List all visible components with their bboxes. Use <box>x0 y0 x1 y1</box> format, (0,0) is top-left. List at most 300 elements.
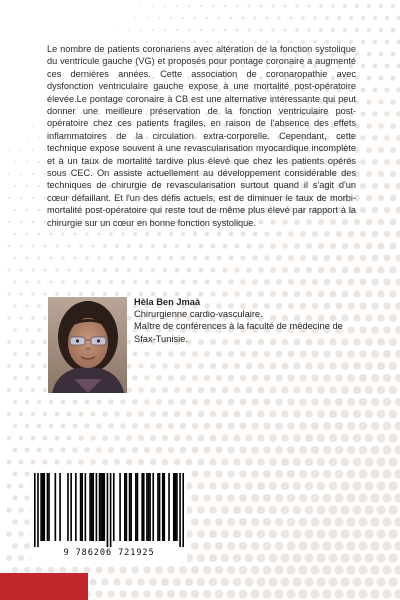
pattern-dot <box>288 279 294 285</box>
barcode-bar <box>75 473 77 541</box>
pattern-dot <box>370 541 380 551</box>
pattern-dot <box>335 470 344 479</box>
pattern-dot <box>115 292 119 296</box>
pattern-dot <box>44 173 46 175</box>
pattern-dot <box>152 29 154 31</box>
pattern-dot <box>140 29 142 31</box>
pattern-dot <box>365 386 373 394</box>
barcode-bar <box>146 473 148 541</box>
pattern-dot <box>383 398 392 407</box>
pattern-dot <box>364 577 374 587</box>
pattern-dot <box>299 374 306 381</box>
pattern-dot <box>247 28 250 31</box>
pattern-dot <box>156 423 162 429</box>
pattern-dot <box>108 447 114 453</box>
pattern-dot <box>96 423 102 429</box>
pattern-dot <box>240 255 245 260</box>
pattern-dot <box>198 411 205 418</box>
pattern-dot <box>335 374 343 382</box>
pattern-dot <box>200 29 203 32</box>
pattern-dot <box>233 554 242 563</box>
pattern-dot <box>390 51 395 56</box>
pattern-dot <box>31 292 34 295</box>
pattern-dot <box>396 231 400 238</box>
pattern-dot <box>352 505 361 514</box>
pattern-dot <box>382 445 391 454</box>
pattern-dot <box>377 266 384 273</box>
pattern-dot <box>306 267 312 273</box>
pattern-dot <box>269 506 277 514</box>
pattern-dot <box>383 350 391 358</box>
pattern-dot <box>293 410 301 418</box>
pattern-dot <box>36 447 41 452</box>
pattern-dot <box>199 244 204 249</box>
pattern-dot <box>384 183 390 189</box>
pattern-dot <box>37 328 41 332</box>
pattern-dot <box>234 387 241 394</box>
pattern-dot <box>311 446 319 454</box>
isbn-barcode <box>31 468 187 566</box>
pattern-dot <box>133 256 137 260</box>
pattern-dot <box>371 446 380 455</box>
pattern-dot <box>396 111 400 117</box>
pattern-dot <box>174 411 180 417</box>
pattern-dot <box>42 435 47 440</box>
pattern-dot <box>298 541 307 550</box>
pattern-dot <box>274 565 283 574</box>
pattern-dot <box>360 111 365 116</box>
pattern-dot <box>281 506 290 515</box>
pattern-dot <box>216 399 223 406</box>
pattern-dot <box>211 244 216 249</box>
pattern-dot <box>186 363 192 369</box>
pattern-dot <box>169 280 174 285</box>
pattern-dot <box>245 434 252 441</box>
pattern-dot <box>378 147 384 153</box>
pattern-dot <box>204 375 210 381</box>
pattern-dot <box>218 17 221 20</box>
pattern-dot <box>252 231 257 236</box>
pattern-dot <box>394 517 400 527</box>
barcode-bar <box>113 473 115 541</box>
pattern-dot <box>355 28 359 32</box>
pattern-dot <box>310 541 319 550</box>
pattern-dot <box>322 517 331 526</box>
pattern-dot <box>114 411 120 417</box>
pattern-dot <box>388 553 398 563</box>
pattern-dot <box>306 243 312 249</box>
barcode-bar <box>175 473 177 541</box>
pattern-dot <box>19 436 24 441</box>
pattern-dot <box>384 63 389 68</box>
pattern-dot <box>281 362 288 369</box>
pattern-dot <box>192 447 199 454</box>
pattern-dot <box>299 350 306 357</box>
pattern-dot <box>49 400 54 405</box>
pattern-dot <box>55 268 58 271</box>
pattern-dot <box>298 565 307 574</box>
pattern-dot <box>32 125 34 127</box>
pattern-dot <box>295 28 299 32</box>
author-name: Hèla Ben Jmaà <box>134 297 201 307</box>
pattern-dot <box>198 435 205 442</box>
pattern-dot <box>114 435 120 441</box>
pattern-dot <box>239 590 248 599</box>
pattern-dot <box>8 269 11 272</box>
pattern-dot <box>212 29 215 32</box>
pattern-dot <box>227 446 234 453</box>
pattern-dot <box>44 197 47 200</box>
pattern-dot <box>32 197 34 199</box>
pattern-dot <box>25 448 30 453</box>
pattern-dot <box>295 4 298 7</box>
blurb-text: Le nombre de patients coronariens avec altération de la fonction systolique du ventricule gauche (VG) et proposés pour pontage coronaire a augmenté ces dernières années. Cette association de coronaropathie avec dysfonction ventriculaire gauche expose à une mortalité post-opératoire élevée.Le pontage coronaire à CB est une alternative intéressante qui peut donner une meilleure préservation de la fonction ventriculaire post-opératoire chez ces patients fragiles, en raison de l'absence des effets inflammatoires de la circulation extra-corporelle. Cependant, cette technique expose souvent à une revascularisation myocardique incomplète et à un taux de mortalité tardive plus élevé que chez les patients opérés sous CEC. On assiste actuellement au développement considérable des techniques de chirurgie de revascularisation surtout quand il s'agit d'un cœur défaillant. Et l'un des défis actuels, est de diminuer le taux de morbi-mortalité post-opératoire qui reste tout de même plus élevé par rapport à la chirurgie sur un cœur en bonne fonction systolique. <box>47 44 356 228</box>
pattern-dot <box>394 589 400 599</box>
pattern-dot <box>102 435 108 441</box>
pattern-dot <box>323 398 331 406</box>
pattern-dot <box>352 529 362 539</box>
pattern-dot <box>391 4 396 9</box>
pattern-dot <box>270 243 276 249</box>
pattern-dot <box>38 209 41 212</box>
pattern-dot <box>150 435 156 441</box>
pattern-dot <box>299 470 307 478</box>
pattern-dot <box>8 245 11 248</box>
pattern-dot <box>192 423 199 430</box>
pattern-dot <box>115 244 119 248</box>
pattern-dot <box>197 458 204 465</box>
pattern-dot <box>239 494 247 502</box>
pattern-dot <box>31 388 35 392</box>
pattern-dot <box>216 351 222 357</box>
barcode-bar <box>182 473 184 547</box>
pattern-dot <box>186 411 192 417</box>
pattern-dot <box>384 231 391 238</box>
pattern-dot <box>234 243 239 248</box>
pattern-dot <box>322 541 331 550</box>
pattern-dot <box>126 459 132 465</box>
pattern-dot <box>240 231 245 236</box>
barcode-bar <box>81 473 83 541</box>
pattern-dot <box>221 434 228 441</box>
pattern-dot <box>38 233 41 236</box>
pattern-dot <box>96 399 101 404</box>
pattern-dot <box>89 578 96 585</box>
pattern-dot <box>37 256 40 259</box>
pattern-dot <box>67 244 70 247</box>
pattern-dot <box>281 434 289 442</box>
pattern-dot <box>300 231 306 237</box>
pattern-dot <box>378 219 385 226</box>
pattern-dot <box>203 446 210 453</box>
pattern-dot <box>262 589 271 598</box>
pattern-dot <box>25 400 29 404</box>
pattern-dot <box>210 411 217 418</box>
pattern-dot <box>203 542 211 550</box>
pattern-dot <box>25 304 28 307</box>
pattern-dot <box>323 374 331 382</box>
pattern-dot <box>55 412 60 417</box>
pattern-dot <box>210 363 216 369</box>
pattern-dot <box>264 255 270 261</box>
pattern-dot <box>152 5 154 7</box>
pattern-dot <box>7 364 11 368</box>
pattern-dot <box>359 446 368 455</box>
pattern-dot <box>317 482 326 491</box>
pattern-dot <box>85 280 89 284</box>
pattern-dot <box>240 399 247 406</box>
pattern-dot <box>371 302 378 309</box>
pattern-dot <box>91 292 95 296</box>
pattern-dot <box>251 494 259 502</box>
pattern-dot <box>394 565 400 575</box>
pattern-dot <box>264 279 270 285</box>
pattern-dot <box>389 338 397 346</box>
pattern-dot <box>382 517 392 527</box>
pattern-dot <box>191 590 199 598</box>
pattern-dot <box>176 5 178 7</box>
pattern-dot <box>365 266 372 273</box>
pattern-dot <box>215 494 223 502</box>
pattern-dot <box>271 4 274 7</box>
pattern-dot <box>347 350 355 358</box>
pattern-dot <box>324 231 330 237</box>
pattern-dot <box>251 398 258 405</box>
pattern-dot <box>340 553 350 563</box>
pattern-dot <box>31 364 35 368</box>
pattern-dot <box>85 232 88 235</box>
pattern-dot <box>341 362 349 370</box>
pattern-dot <box>385 16 390 21</box>
pattern-dot <box>66 459 72 465</box>
pattern-dot <box>7 340 11 344</box>
pattern-dot <box>395 278 400 286</box>
pattern-dot <box>366 195 372 201</box>
pattern-dot <box>233 410 240 417</box>
pattern-dot <box>346 541 356 551</box>
pattern-dot <box>197 578 205 586</box>
pattern-dot <box>234 363 241 370</box>
pattern-dot <box>43 316 47 320</box>
pattern-dot <box>132 399 138 405</box>
pattern-dot <box>186 435 193 442</box>
pattern-dot <box>311 494 320 503</box>
pattern-dot <box>19 268 22 271</box>
pattern-dot <box>109 232 113 236</box>
pattern-dot <box>258 363 265 370</box>
barcode-bars <box>34 473 184 547</box>
barcode-bar <box>152 473 154 541</box>
pattern-dot <box>388 433 397 442</box>
pattern-dot <box>390 171 396 177</box>
pattern-dot <box>372 255 379 262</box>
pattern-dot <box>364 553 374 563</box>
pattern-dot <box>126 339 131 344</box>
pattern-dot <box>157 280 162 285</box>
pattern-dot <box>366 99 371 104</box>
pattern-dot <box>395 398 400 407</box>
pattern-dot <box>319 4 323 8</box>
pattern-dot <box>377 314 385 322</box>
pattern-dot <box>331 28 335 32</box>
pattern-dot <box>193 232 198 237</box>
pattern-dot <box>396 87 400 93</box>
pattern-dot <box>372 135 378 141</box>
pattern-dot <box>168 423 174 429</box>
pattern-dot <box>257 386 264 393</box>
pattern-dot <box>293 530 302 539</box>
pattern-dot <box>281 530 290 539</box>
pattern-dot <box>377 434 386 443</box>
pattern-dot <box>20 173 22 175</box>
pattern-dot <box>372 159 378 165</box>
pattern-dot <box>364 481 373 490</box>
pattern-dot <box>264 351 271 358</box>
pattern-dot <box>251 542 260 551</box>
pattern-dot <box>198 363 204 369</box>
pattern-dot <box>245 506 253 514</box>
pattern-dot <box>365 290 372 297</box>
pattern-dot <box>192 375 198 381</box>
pattern-dot <box>156 351 162 357</box>
pattern-dot <box>212 5 214 7</box>
pattern-dot <box>257 506 265 514</box>
pattern-dot <box>221 482 229 490</box>
pattern-dot <box>258 267 264 273</box>
pattern-dot <box>365 314 373 322</box>
pattern-dot <box>102 411 108 417</box>
pattern-dot <box>323 470 332 479</box>
pattern-dot <box>391 28 396 33</box>
pattern-dot <box>133 280 137 284</box>
pattern-dot <box>44 221 47 224</box>
pattern-dot <box>13 352 17 356</box>
pattern-dot <box>126 411 132 417</box>
pattern-dot <box>245 554 254 563</box>
pattern-dot <box>224 5 227 8</box>
pattern-dot <box>121 280 125 284</box>
pattern-dot <box>323 446 331 454</box>
pattern-dot <box>48 447 53 452</box>
pattern-dot <box>341 458 350 467</box>
pattern-dot <box>367 4 371 8</box>
pattern-dot <box>334 541 344 551</box>
pattern-dot <box>390 99 396 105</box>
pattern-dot <box>43 364 47 368</box>
pattern-dot <box>144 399 150 405</box>
pattern-dot <box>85 256 89 260</box>
pattern-dot <box>203 590 212 599</box>
pattern-dot <box>191 566 199 574</box>
pattern-dot <box>263 446 271 454</box>
pattern-dot <box>7 412 11 416</box>
pattern-dot <box>383 422 392 431</box>
pattern-dot <box>139 268 143 272</box>
pattern-dot <box>25 280 28 283</box>
pattern-dot <box>216 255 221 260</box>
pattern-dot <box>162 411 168 417</box>
pattern-dot <box>305 434 313 442</box>
pattern-dot <box>78 411 83 416</box>
pattern-dot <box>174 435 181 442</box>
pattern-dot <box>334 493 343 502</box>
pattern-dot <box>14 233 17 236</box>
pattern-dot <box>174 459 181 466</box>
pattern-dot <box>217 232 222 237</box>
pattern-dot <box>312 255 318 261</box>
pattern-dot <box>348 279 355 286</box>
pattern-dot <box>360 135 366 141</box>
pattern-dot <box>390 75 395 80</box>
pattern-dot <box>353 434 362 443</box>
pattern-dot <box>384 159 390 165</box>
pattern-dot <box>180 399 186 405</box>
pattern-dot <box>396 183 400 190</box>
pattern-dot <box>146 17 148 19</box>
pattern-dot <box>127 292 132 297</box>
pattern-dot <box>156 447 163 454</box>
pattern-dot <box>139 244 143 248</box>
pattern-dot <box>125 578 133 586</box>
pattern-dot <box>336 255 343 262</box>
pattern-dot <box>215 590 224 599</box>
pattern-dot <box>360 87 365 92</box>
isbn-number: 9 786206 721925 <box>63 548 155 558</box>
pattern-dot <box>394 445 400 454</box>
pattern-dot <box>246 387 253 394</box>
pattern-dot <box>31 436 36 441</box>
pattern-dot <box>97 232 101 236</box>
pattern-dot <box>20 221 23 224</box>
pattern-dot <box>216 279 221 284</box>
pattern-dot <box>140 5 142 7</box>
pattern-dot <box>150 363 156 369</box>
pattern-dot <box>221 530 229 538</box>
pattern-dot <box>293 386 300 393</box>
pattern-dot <box>383 326 391 334</box>
pattern-dot <box>340 505 349 514</box>
pattern-dot <box>132 423 138 429</box>
pattern-dot <box>222 243 227 248</box>
pattern-dot <box>347 398 355 406</box>
pattern-dot <box>79 244 82 247</box>
pattern-dot <box>19 340 23 344</box>
pattern-dot <box>329 362 337 370</box>
pattern-dot <box>370 469 379 478</box>
pattern-dot <box>395 302 400 310</box>
pattern-dot <box>209 578 218 587</box>
pattern-dot <box>191 518 199 526</box>
pattern-dot <box>301 16 305 20</box>
pattern-dot <box>121 256 125 260</box>
pattern-dot <box>90 435 96 441</box>
pattern-dot <box>193 256 198 261</box>
pattern-dot <box>230 17 233 20</box>
pattern-dot <box>186 387 192 393</box>
pattern-dot <box>228 399 235 406</box>
pattern-dot <box>300 279 306 285</box>
pattern-dot <box>286 541 295 550</box>
pattern-dot <box>233 506 241 514</box>
pattern-dot <box>222 363 228 369</box>
pattern-dot <box>144 351 149 356</box>
pattern-dot <box>191 470 198 477</box>
pattern-dot <box>257 482 265 490</box>
pattern-dot <box>156 399 162 405</box>
barcode-bar <box>149 473 151 541</box>
pattern-dot <box>343 28 347 32</box>
pattern-dot <box>157 256 161 260</box>
